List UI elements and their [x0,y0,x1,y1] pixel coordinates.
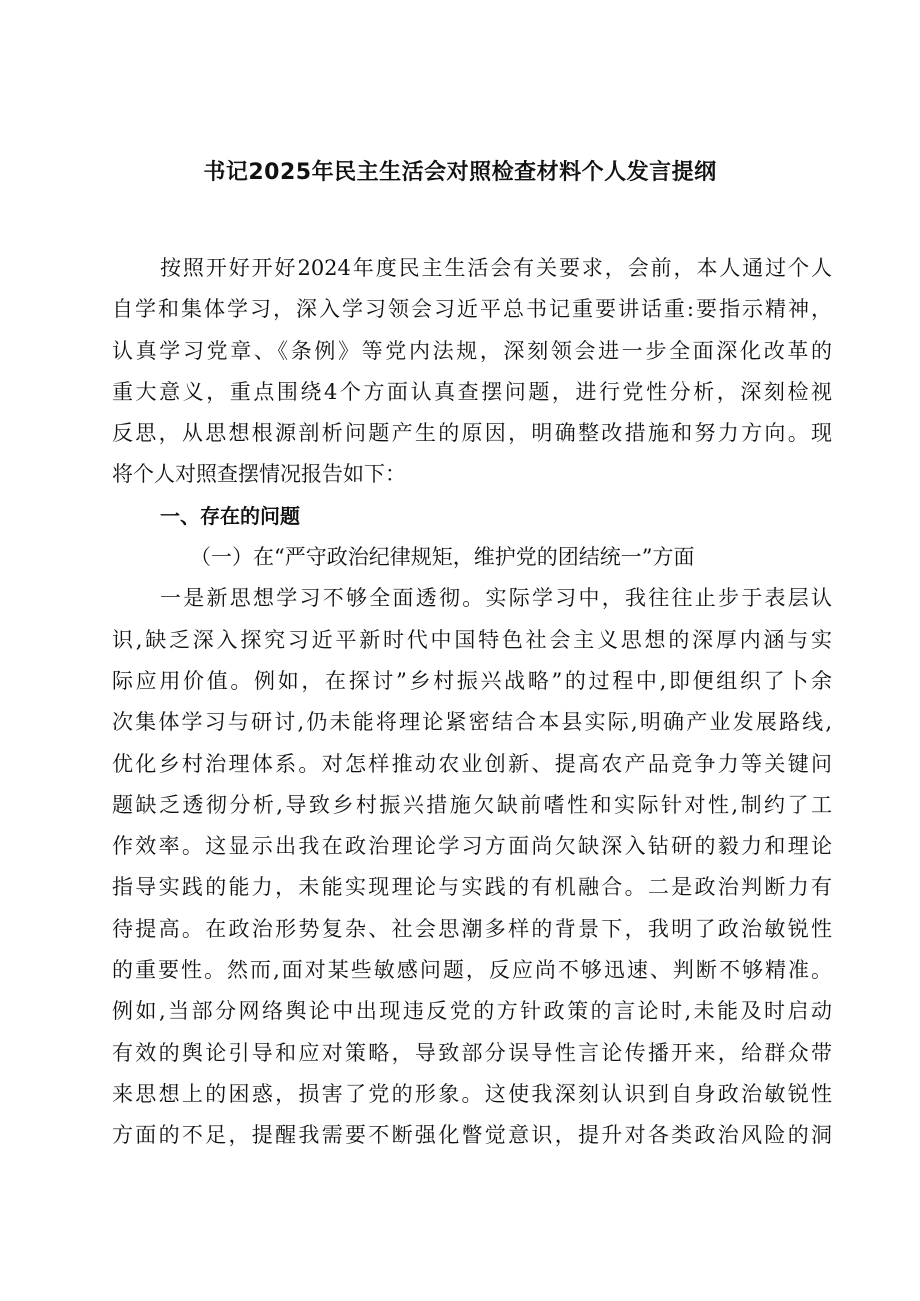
paragraph-line: 例如,当部分网络舆论中出现违反党的方针政策的言论时,未能及时启动 [112,999,832,1024]
paragraph-line: 指导实践的能力，未能实现理论与实践的有机融合。二是政治判断力有 [112,875,832,900]
paragraph-line: 认真学习党章、《条例》等党内法规，深刻领会进一步全面深化改革的 [112,338,832,363]
paragraph-line: 优化乡村治理体系。对怎样推动农业创新、提高农产品竞争力等关键问 [112,751,832,776]
paragraph-line: 有效的舆论引导和应对策略，导致部分误导性言论传播开来，给群众带 [112,1040,832,1065]
paragraph-line: 一是新思想学习不够全面透彻。实际学习中，我往往止步于表层认 [160,586,832,611]
paragraph-line: 将个人对照查摆情况报告如下： [112,462,406,487]
paragraph-line: 待提高。在政治形势复杂、社会思潮多样的背景下，我明了政治敏锐性 [112,916,832,941]
paragraph-line: 际应用价值。例如，在探讨”乡村振兴战略”的过程中,即便组织了卜余 [112,668,832,693]
paragraph-line: 自学和集体学习，深入学习领会习近平总书记重要讲话重:要指示精神， [112,297,832,322]
paragraph-line: 来思想上的困惑，损害了党的形象。这使我深刻认识到自身政治敏锐性 [112,1081,832,1106]
paragraph-line: 重大意义，重点围绕4个方面认真查摆问题，进行党性分析，深刻检视 [112,379,832,404]
document-title: 书记2025年民主生活会对照检查材料个人发言提纲 [203,160,717,185]
paragraph-line: 方面的不足，提醒我需要不断强化瞥觉意识，提升对各类政治风险的洞 [112,1123,832,1148]
paragraph-line: 作效率。这显示出我在政治理论学习方面尚欠缺深入钻研的毅力和理论 [112,834,832,859]
section-heading: 一、存在的问题 [160,503,300,528]
paragraph-line: 题缺乏透彻分析,导致乡村振兴措施欠缺前嗜性和实际针对性,制约了工 [112,792,832,817]
paragraph-line: 反思，从思想根源剖析问题产生的原因，明确整改措施和努力方向。现 [112,421,832,446]
paragraph-line: 的重要性。然而,面对某些敏感问题，反应尚不够迅速、判断不够精准。 [112,958,832,983]
paragraph-line: 次集体学习与研讨,仍未能将理论紧密结合本县实际,明确产业发展路线, [112,710,832,735]
paragraph-line: 按照开好开好2024年度民主生活会有关要求，会前，本人通过个人 [160,256,832,280]
paragraph-line: 识,缺乏深入探究习近平新时代中国特色社会主义思想的深厚内涵与实 [112,627,832,652]
document-body [112,248,832,1157]
subsection-heading: （一）在“严守政治纪律规矩，维护党的团结统一”方面 [190,545,695,570]
